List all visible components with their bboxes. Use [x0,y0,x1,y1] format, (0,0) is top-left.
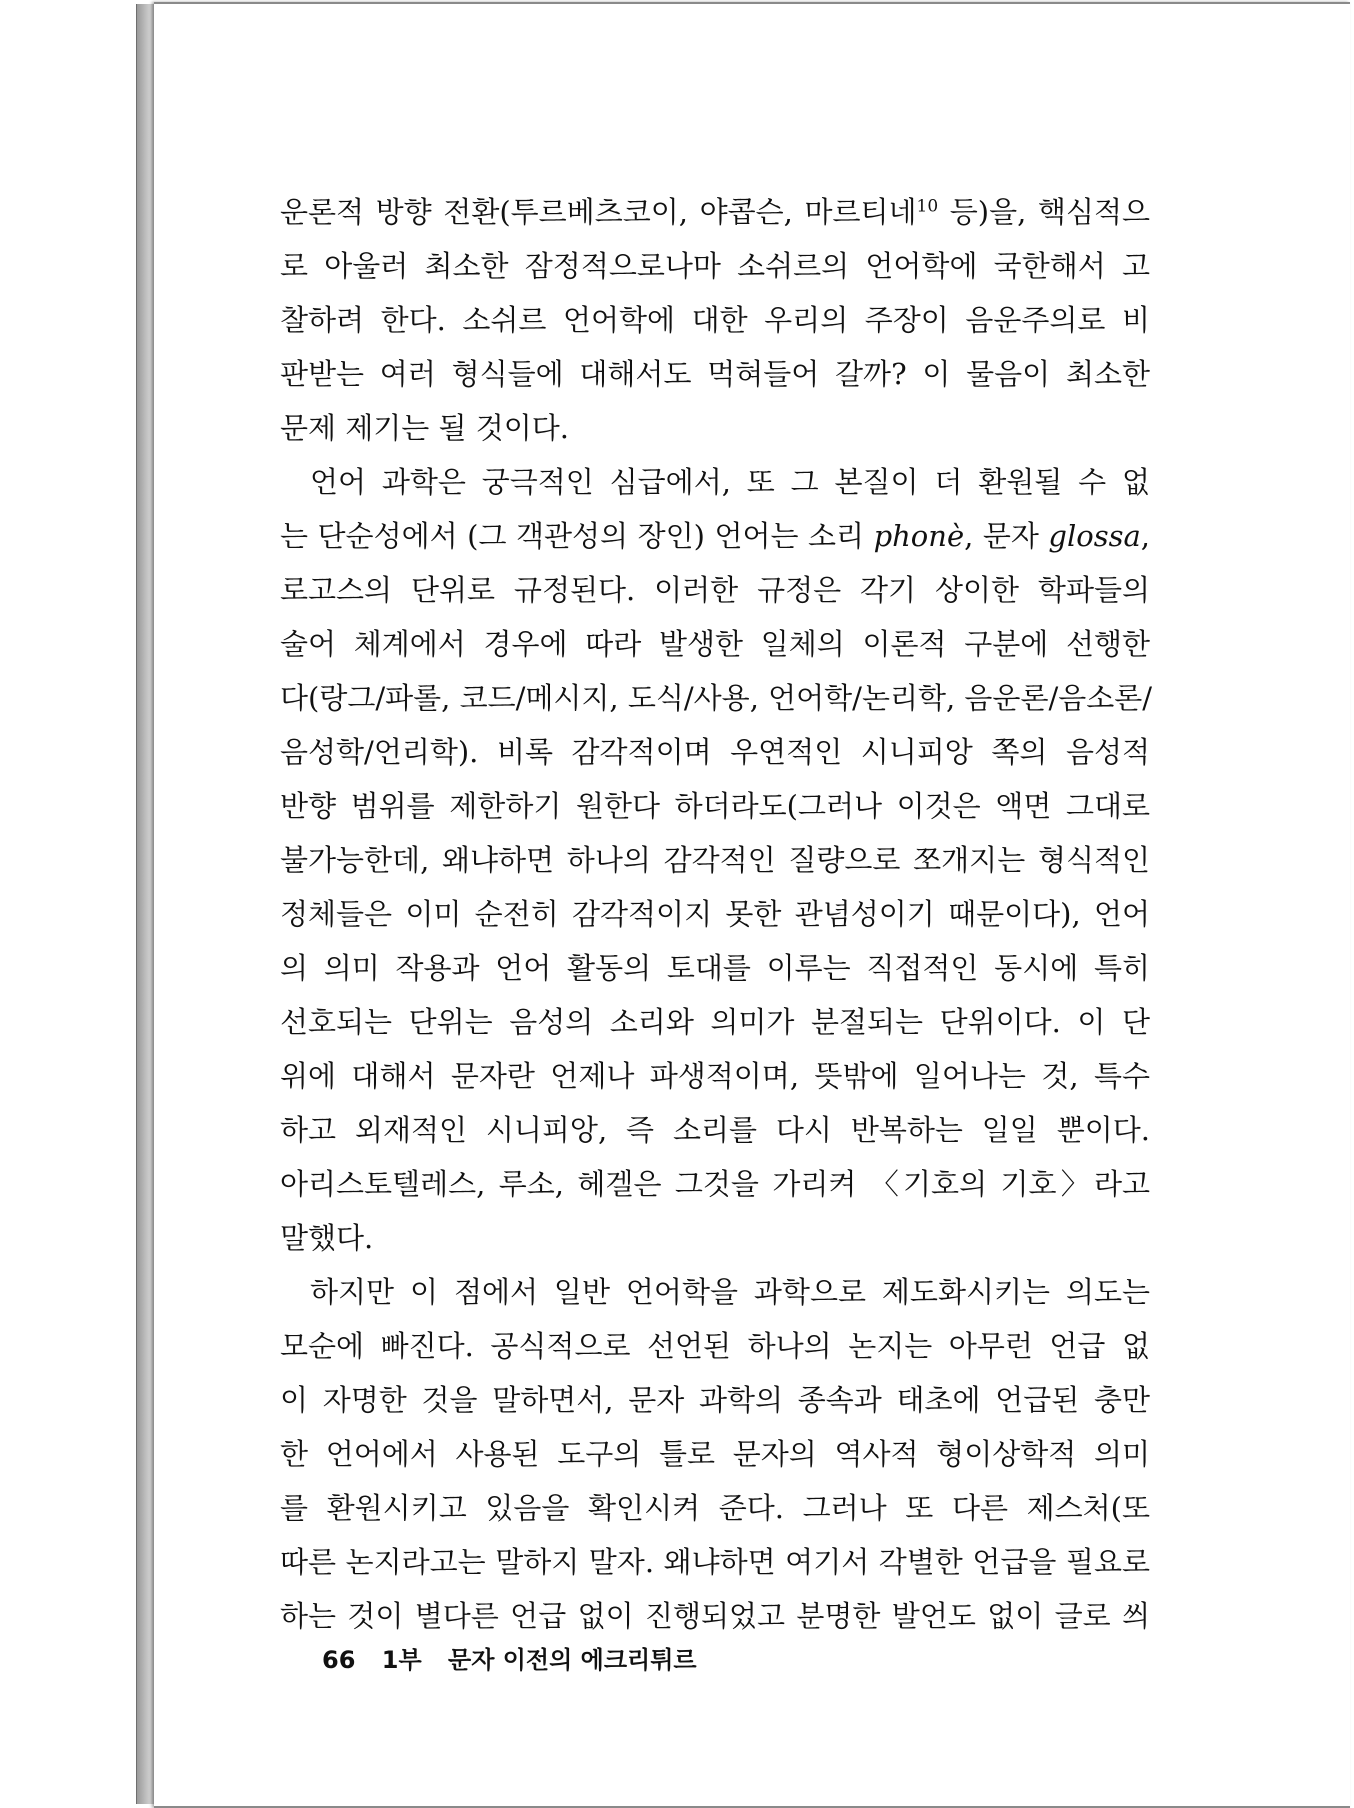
text-line: 불가능한데, 왜냐하면 하나의 감각적인 질량으로 쪼개지는 형식적인 [280,843,1150,877]
text-line: 로 아울러 최소한 잠정적으로나마 소쉬르의 언어학에 국한해서 고 [280,249,1150,283]
text-line: 따른 논지라고는 말하지 말자. 왜냐하면 여기서 각별한 언급을 필요로 [280,1545,1150,1579]
text-line: 는 단순성에서 (그 객관성의 장인) 언어는 소리 phonè, 문자 glossa, [280,519,1150,553]
text-line: 찰하려 한다. 소쉬르 언어학에 대한 우리의 주장이 음운주의로 비 [280,303,1150,337]
text-line: 위에 대해서 문자란 언제나 파생적이며, 뜻밖에 일어나는 것, 특수 [280,1059,1150,1093]
paragraph [280,1265,1150,1643]
text-line: 반향 범위를 제한하기 원한다 하더라도(그러나 이것은 액면 그대로 [280,789,1150,823]
text-line: 한 언어에서 사용된 도구의 틀로 문자의 역사적 형이상학적 의미 [280,1437,1150,1471]
text-line: 하지만 이 점에서 일반 언어학을 과학으로 제도화시키는 의도는 [310,1275,1150,1309]
text-line: 하는 것이 별다른 언급 없이 진행되었고 분명한 발언도 없이 글로 씌 [280,1599,1150,1633]
text-line: 술어 체계에서 경우에 따라 발생한 일체의 이론적 구분에 선행한 [280,627,1150,661]
text-line: 의 의미 작용과 언어 활동의 토대를 이루는 직접적인 동시에 특히 [280,951,1150,985]
page-number: 66 [322,1646,356,1674]
text-line: 음성학/언리학). 비록 감각적이며 우연적인 시니피앙 쪽의 음성적 [280,735,1150,769]
text-line: 이 자명한 것을 말하면서, 문자 과학의 종속과 태초에 언급된 충만 [280,1383,1150,1417]
text-line: 모순에 빠진다. 공식적으로 선언된 하나의 논지는 아무런 언급 없 [280,1329,1150,1363]
chapter-title: 문자 이전의 에크리튀르 [448,1646,697,1674]
page-footer [322,1640,715,1675]
paragraph [280,185,1150,455]
paragraph [280,455,1153,1265]
text-line: 정체들은 이미 순전히 감각적이지 못한 관념성이기 때문이다), 언어 [280,897,1150,931]
text-line: 언어 과학은 궁극적인 심급에서, 또 그 본질이 더 환원될 수 없 [310,465,1150,499]
text-line: 로고스의 단위로 규정된다. 이러한 규정은 각기 상이한 학파들의 [280,573,1150,607]
text-line: 문제 제기는 될 것이다. [280,411,569,445]
text-line: 를 환원시키고 있음을 확인시켜 준다. 그러나 또 다른 제스처(또 [280,1491,1150,1525]
text-line: 선호되는 단위는 음성의 소리와 의미가 분절되는 단위이다. 이 단 [280,1005,1150,1039]
body-text [280,185,1153,1643]
text-line: 다(랑그/파롤, 코드/메시지, 도식/사용, 언어학/논리학, 음운론/음소론/ [280,681,1153,715]
text-line: 운론적 방향 전환(투르베츠코이, 야콥슨, 마르티네$^{10}$ 등)을, 핵심적으 [280,195,1150,229]
text-line: 말했다. [280,1221,374,1255]
part-label: 1부 [381,1646,422,1674]
text-line: 아리스토텔레스, 루소, 헤겔은 그것을 가리켜 〈기호의 기호〉라고 [280,1167,1150,1201]
text-line: 판받는 여러 형식들에 대해서도 먹혀들어 갈까? 이 물음이 최소한 [280,357,1150,391]
text-line: 하고 외재적인 시니피앙, 즉 소리를 다시 반복하는 일일 뿐이다. [280,1113,1150,1147]
